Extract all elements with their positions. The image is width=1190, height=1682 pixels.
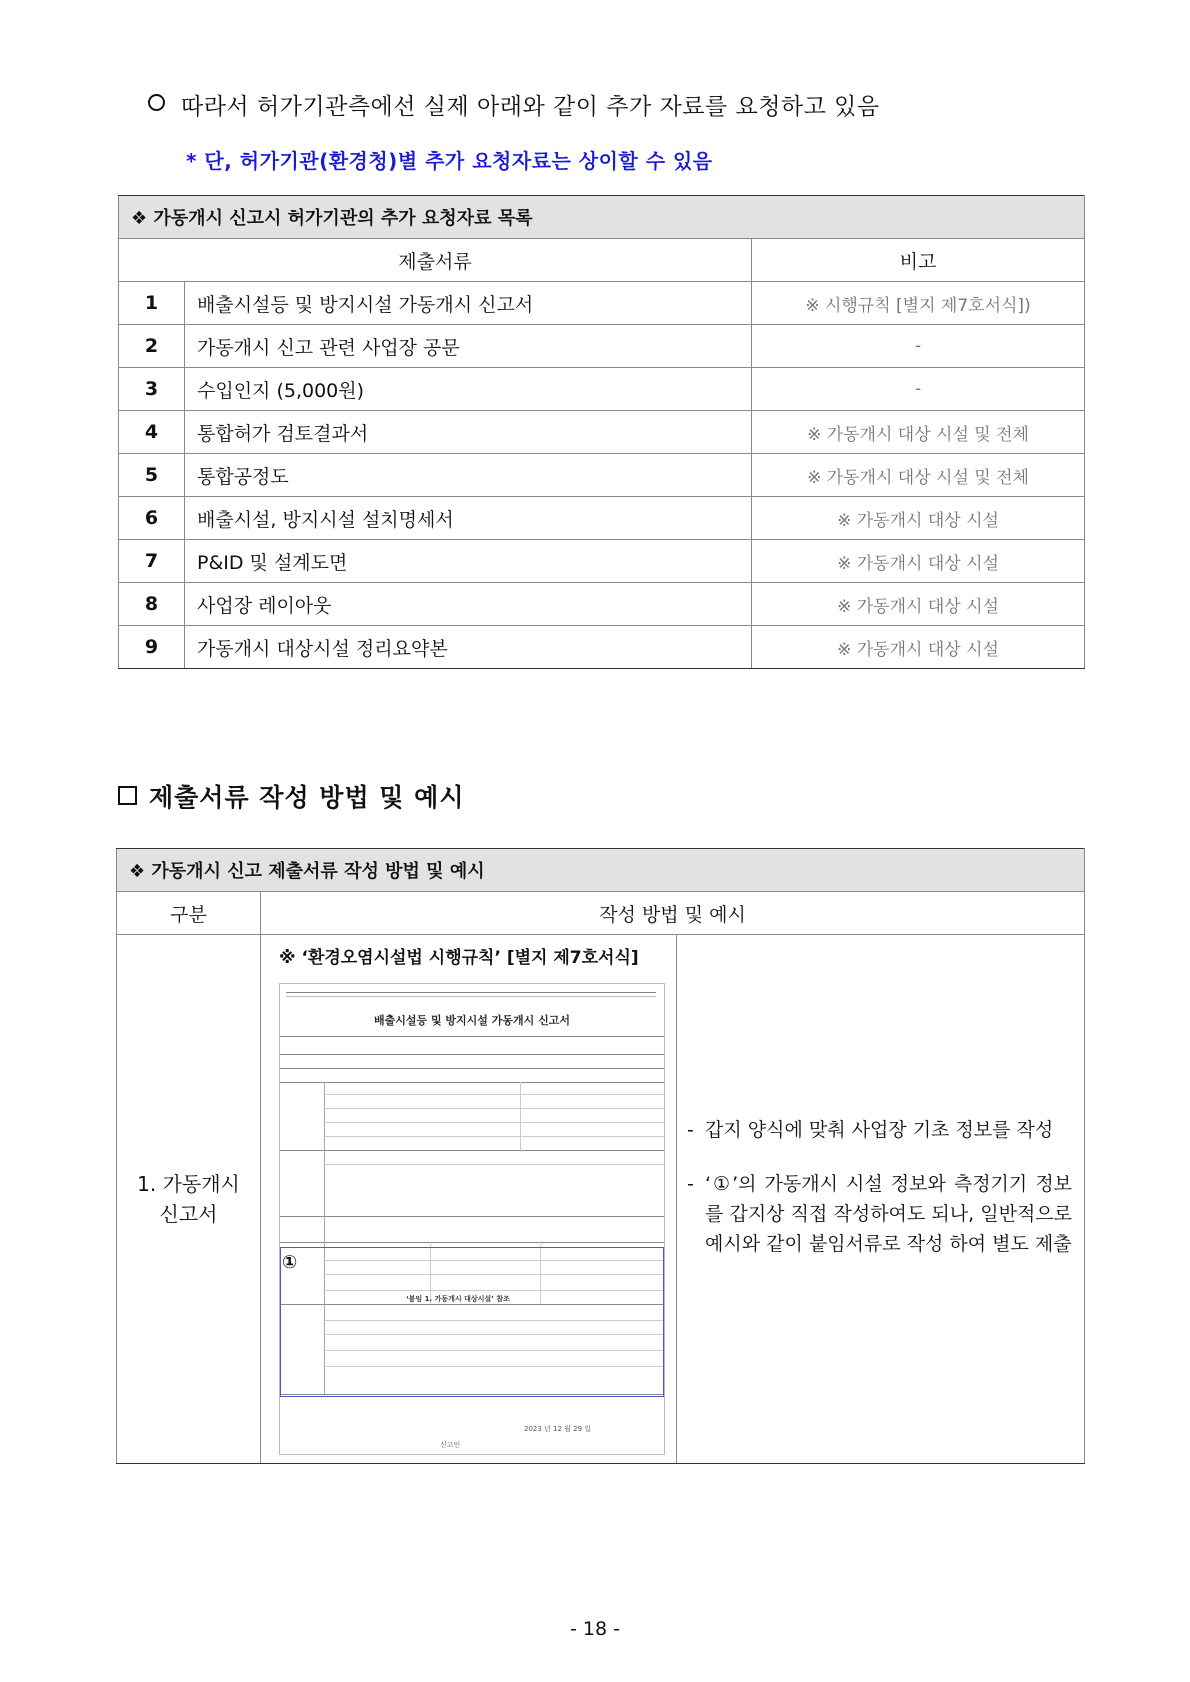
column-header-category: 구분 (117, 892, 261, 935)
row-number: 2 (119, 325, 185, 368)
column-header-method: 작성 방법 및 예시 (261, 892, 1085, 935)
row-document: 가동개시 대상시설 정리요약본 (185, 626, 752, 669)
row-remark: ※ 가동개시 대상 시설 (752, 540, 1085, 583)
row-remark: ※ 가동개시 대상 시설 (752, 497, 1085, 540)
table-row (119, 540, 1085, 583)
row-number: 9 (119, 626, 185, 669)
row-document: 가동개시 신고 관련 사업장 공문 (185, 325, 752, 368)
dash-bullet: - (687, 1119, 694, 1141)
row-number: 5 (119, 454, 185, 497)
row-document: P&ID 및 설계도면 (185, 540, 752, 583)
row-number: 8 (119, 583, 185, 626)
page-number: - 18 - (570, 1618, 620, 1640)
table-row (119, 454, 1085, 497)
method-cell (677, 935, 1085, 1464)
form-image-attachment-note: ‘붙임 1. 가동개시 대상시설’ 참조 (406, 1295, 510, 1303)
row-number: 3 (119, 368, 185, 411)
table-row (119, 282, 1085, 325)
row-number: 1 (119, 282, 185, 325)
table-row (119, 368, 1085, 411)
column-header-doc: 제출서류 (119, 239, 752, 282)
form-example-image (279, 983, 665, 1455)
row-remark: ※ 가동개시 대상 시설 및 전체 (752, 454, 1085, 497)
square-bullet-icon (118, 786, 137, 805)
row-remark: ※ 시행규칙 [별지 제7호서식]) (752, 282, 1085, 325)
row-remark: ※ 가동개시 대상 시설 및 전체 (752, 411, 1085, 454)
category-line: 1. 가동개시 (137, 1172, 240, 1196)
column-header-remark: 비고 (752, 239, 1085, 282)
writing-method-table (116, 848, 1085, 1464)
table-row (119, 411, 1085, 454)
row-number: 6 (119, 497, 185, 540)
table-row (119, 325, 1085, 368)
table-row (119, 497, 1085, 540)
row-number: 4 (119, 411, 185, 454)
intro-line (148, 88, 880, 121)
row-remark: - (752, 368, 1085, 411)
required-documents-table (118, 195, 1085, 669)
circle-bullet-icon (148, 94, 165, 111)
form-example-cell (261, 935, 677, 1464)
row-remark: - (752, 325, 1085, 368)
row-document: 통합허가 검토결과서 (185, 411, 752, 454)
method-text: 갑지 양식에 맞춰 사업장 기초 정보를 작성 (705, 1119, 1054, 1141)
table-row (119, 583, 1085, 626)
method-text: ‘①’의 가동개시 시설 정보와 측정기기 정보를 갑지상 직접 작성하여도 되나, 일반적으로 예시와 같이 붙임서류로 작성 하여 별도 제출 (705, 1173, 1073, 1255)
marker-one: ① (282, 1252, 298, 1273)
row-document: 수입인지 (5,000원) (185, 368, 752, 411)
intro-text: 따라서 허가기관측에선 실제 아래와 같이 추가 자료를 요청하고 있음 (181, 94, 880, 120)
table-header: ❖ 가동개시 신고 제출서류 작성 방법 및 예시 (117, 849, 1085, 892)
intro-note: * 단, 허가기관(환경청)별 추가 요청자료는 상이할 수 있음 (186, 149, 713, 173)
section-title-text: 제출서류 작성 방법 및 예시 (149, 783, 465, 812)
row-document: 통합공정도 (185, 454, 752, 497)
dash-bullet: - (687, 1173, 694, 1195)
category-cell (117, 935, 261, 1464)
table-header: ❖ 가동개시 신고시 허가기관의 추가 요청자료 목록 (119, 196, 1085, 239)
row-document: 배출시설, 방지시설 설치명세서 (185, 497, 752, 540)
row-document: 배출시설등 및 방지시설 가동개시 신고서 (185, 282, 752, 325)
method-item (687, 1169, 1072, 1259)
row-remark: ※ 가동개시 대상 시설 (752, 583, 1085, 626)
row-number: 7 (119, 540, 185, 583)
method-item (687, 1115, 1072, 1145)
section-title (118, 778, 464, 814)
form-image-signer: 신고인 (440, 1441, 461, 1449)
row-remark: ※ 가동개시 대상 시설 (752, 626, 1085, 669)
form-image-date: 2023 년 12 월 29 일 (524, 1425, 592, 1433)
category-line: 신고서 (159, 1202, 218, 1226)
facility-info-highlight-box (280, 1247, 664, 1397)
form-image-title: 배출시설등 및 방지시설 가동개시 신고서 (374, 1014, 570, 1027)
form-reference: ※ ‘환경오염시설법 시행규칙’ [별지 제7호서식] (279, 948, 639, 968)
row-document: 사업장 레이아웃 (185, 583, 752, 626)
table-row (119, 626, 1085, 669)
